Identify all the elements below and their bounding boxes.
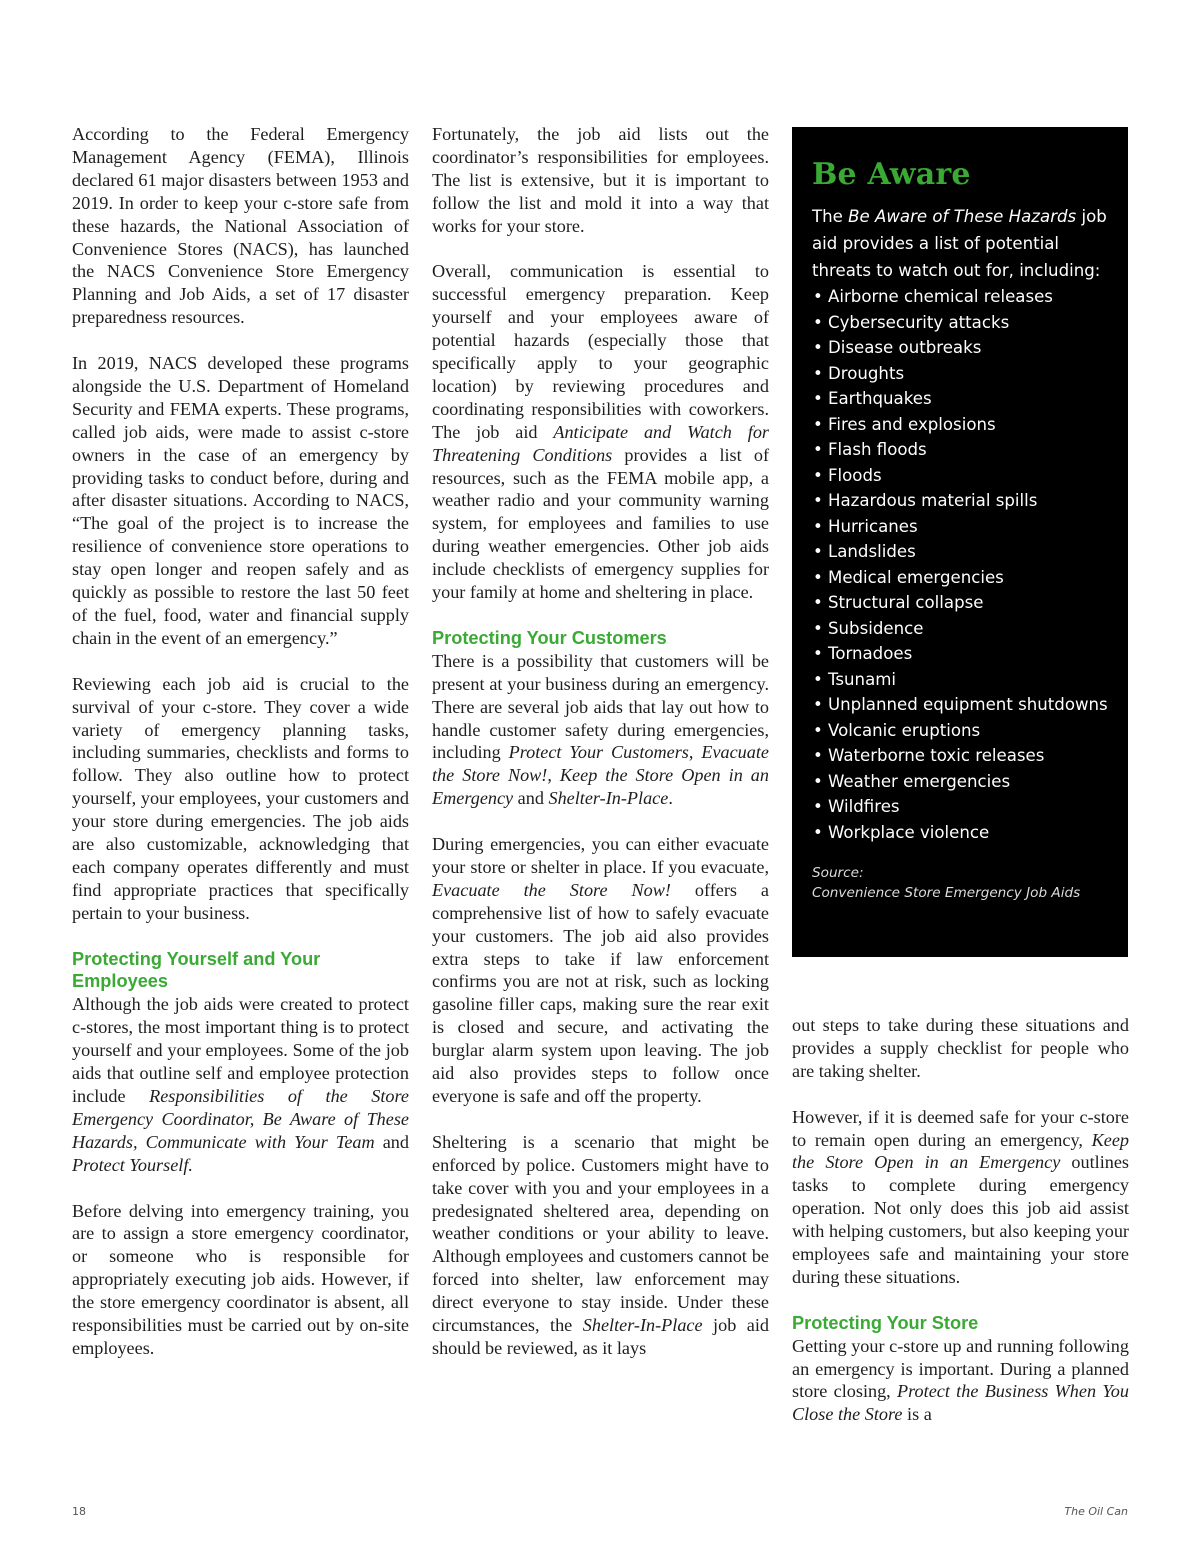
source-label: Source: bbox=[812, 865, 864, 881]
list-item: • Volcanic eruptions bbox=[812, 718, 1108, 744]
article-column-1 bbox=[72, 123, 409, 1360]
job-aid-title: Keep the Store Open in an Emergency bbox=[432, 765, 769, 809]
paragraph bbox=[432, 1131, 769, 1360]
list-item: • Medical emergencies bbox=[812, 565, 1108, 591]
job-aid-title: Protect Your Customers bbox=[508, 742, 689, 763]
paragraph: out steps to take during these situations and provides a supply checklist for people who are taking shelter. bbox=[792, 1015, 1129, 1081]
text-run: , bbox=[688, 742, 702, 763]
paragraph: Before delving into emergency training, you are to assign a store emergency coordinator, or someone who is responsible for appropriately executing job aids. However, if the store emergency coordinator is absent, all responsibilities must be carried out by on-site employees. bbox=[72, 1200, 409, 1358]
text-run: job aid provides a list of potential threats to watch out for, including: bbox=[812, 207, 1107, 280]
list-item: • Fires and explosions bbox=[812, 412, 1108, 438]
list-item: • Floods bbox=[812, 463, 1108, 489]
be-aware-sidebar bbox=[792, 127, 1128, 957]
text-run: There is a possibility that customers will be present at your business during an emergency. There are several job aids that lay out how to handle customer safety during emergencies, including bbox=[432, 650, 769, 763]
text-run: is a bbox=[902, 1404, 932, 1425]
list-item: • Earthquakes bbox=[812, 386, 1108, 412]
section-heading-protecting-yourself: Protecting Yourself and Your Employees bbox=[72, 948, 321, 992]
list-item: • Unplanned equipment shutdowns bbox=[812, 692, 1108, 718]
list-item: • Structural collapse bbox=[812, 590, 1108, 616]
job-aid-title: Anticipate and Watch for Threatening Conditions bbox=[432, 421, 769, 465]
list-item: • Waterborne toxic releases bbox=[812, 743, 1108, 769]
job-aid-title: Protect Yourself. bbox=[72, 1154, 193, 1175]
paragraph: Fortunately, the job aid lists out the coordinator’s responsibilities for employees. The list is extensive, but it is important to follow the list and mold it into a way that works for your store. bbox=[432, 124, 769, 236]
list-item: • Weather emergencies bbox=[812, 769, 1108, 795]
text-run: Sheltering is a scenario that might be enforced by police. Customers might have to take cover with you and your employees in a predesignated sheltered area, depending on weather conditions or your ability to leave. Although employees and customers cannot be forced into shelter, law enforcement may direct everyone to stay inside. Under these circumstances, the bbox=[432, 1131, 769, 1336]
list-item: • Cybersecurity attacks bbox=[812, 310, 1108, 336]
list-item: • Droughts bbox=[812, 361, 1108, 387]
paragraph bbox=[432, 650, 769, 810]
paragraph bbox=[72, 993, 409, 1176]
job-aid-title: Shelter-In-Place bbox=[582, 1315, 703, 1336]
text-run: Getting your c-store up and running following an emergency is important. During a planned store closing, bbox=[792, 1335, 1129, 1402]
list-item: • Hazardous material spills bbox=[812, 488, 1108, 514]
sidebar-source bbox=[812, 863, 1108, 903]
paragraph: According to the Federal Emergency Management Agency (FEMA), Illinois declared 61 major disasters between 1953 and 2019. In order to keep your c-store safe from these hazards, the National Association of Convenience Stores (NACS), has launched the NACS Convenience Store Emergency Planning and Job Aids, a set of 17 disaster preparedness resources. bbox=[72, 124, 409, 328]
text-run: offers a comprehensive list of how to safely evacuate your customers. The job aid also provides extra steps to take if law enforcement confirms you are not at risk, such as locking gasoline filler caps, making sure the rear exit is closed and secure, and activating the burglar alarm system upon leaving. The job aid also provides steps to follow once everyone is safe and off the property. bbox=[432, 879, 769, 1107]
source-text: Convenience Store Emergency Job Aids bbox=[812, 885, 1081, 901]
job-aid-title: Be Aware of These Hazards bbox=[848, 207, 1077, 226]
paragraph bbox=[792, 1335, 1129, 1427]
paragraph: Reviewing each job aid is crucial to the survival of your c-store. They cover a wide variety of emergency planning tasks, including summaries, checklists and forms to follow. They also outline how to protect yourself, your employees, your customers and your store during emergencies. The job aids are also customizable, acknowledging that each company operates differently and must find appropriate practices that specifically pertain to your business. bbox=[72, 673, 409, 923]
list-item: • Tsunami bbox=[812, 667, 1108, 693]
job-aid-title: Keep the Store Open in an Emergency bbox=[792, 1129, 1129, 1173]
job-aid-title: Responsibilities of the Store Emergency Coordinator, Be Aware of These Hazards, Communicate with Your Team bbox=[72, 1086, 409, 1152]
text-run: and bbox=[374, 1131, 409, 1152]
job-aid-title: Shelter-In-Place bbox=[548, 788, 669, 809]
list-item: • Subsidence bbox=[812, 616, 1108, 642]
list-item: • Airborne chemical releases bbox=[812, 284, 1108, 310]
list-item: • Tornadoes bbox=[812, 641, 1108, 667]
paragraph bbox=[432, 260, 769, 604]
paragraph: In 2019, NACS developed these programs alongside the U.S. Department of Homeland Security and FEMA experts. These programs, called job aids, were made to assist c-store owners in the case of an emergency by providing tasks to conduct before, during and after disaster situations. According to NACS, “The goal of the project is to increase the resilience of convenience store operations to stay open longer and reopen safely and as quickly as possible to restore the last 50 feet of the fuel, food, water and financial supply chain in the event of an emergency.” bbox=[72, 353, 409, 648]
section-heading-protecting-customers: Protecting Your Customers bbox=[432, 627, 667, 648]
sidebar-intro bbox=[812, 203, 1108, 284]
publication-name: The Oil Can bbox=[1064, 1505, 1128, 1518]
text-run: provides a list of resources, such as the FEMA mobile app, a weather radio and your community warning system, for employees and families to use during weather emergencies. Other job aids include checklists of emergency supplies for your family at home and sheltering in place. bbox=[432, 444, 769, 603]
article-column-2 bbox=[432, 123, 769, 1360]
text-run: , bbox=[547, 765, 560, 786]
list-item: • Wildfires bbox=[812, 794, 1108, 820]
text-run: outlines tasks to complete during emergency operation. Not only does this job aid assist with helping customers, but also keeping your employees safe and maintaining your store during these situations. bbox=[792, 1152, 1129, 1287]
list-item: • Flash floods bbox=[812, 437, 1108, 463]
text-run: During emergencies, you can either evacuate your store or shelter in place. If you evacuate, bbox=[432, 834, 769, 877]
job-aid-title: Protect the Business When You Close the Store bbox=[792, 1381, 1129, 1425]
text-run: . bbox=[668, 788, 673, 809]
job-aid-title: Evacuate the Store Now! bbox=[432, 879, 671, 900]
paragraph bbox=[792, 1106, 1129, 1289]
text-run: Although the job aids were created to protect c-stores, the most important thing is to protect yourself and your employees. Some of the job aids that outline self and employee protection include bbox=[72, 994, 409, 1107]
text-run: The bbox=[812, 207, 849, 226]
sidebar-title: Be Aware bbox=[812, 157, 971, 192]
text-run: job aid should be reviewed, as it lays bbox=[432, 1315, 769, 1358]
hazard-list bbox=[812, 284, 1108, 845]
paragraph bbox=[432, 833, 769, 1108]
job-aid-title: Evacuate the Store Now! bbox=[432, 742, 769, 786]
text-run: However, if it is deemed safe for your c-store to remain open during an emergency, bbox=[792, 1106, 1129, 1150]
list-item: • Hurricanes bbox=[812, 514, 1108, 540]
list-item: • Workplace violence bbox=[812, 820, 1108, 846]
page-number: 18 bbox=[72, 1505, 86, 1518]
section-heading-protecting-store: Protecting Your Store bbox=[792, 1312, 979, 1333]
list-item: • Landslides bbox=[812, 539, 1108, 565]
text-run: and bbox=[513, 788, 549, 809]
article-column-3 bbox=[792, 1014, 1129, 1426]
list-item: • Disease outbreaks bbox=[812, 335, 1108, 361]
text-run: Overall, communication is essential to successful emergency preparation. Keep yourself and your employees aware of potential hazards (especially those that specifically apply to your geographic location) by reviewing procedures and coordinating responsibilities with coworkers. The job aid bbox=[432, 261, 769, 442]
